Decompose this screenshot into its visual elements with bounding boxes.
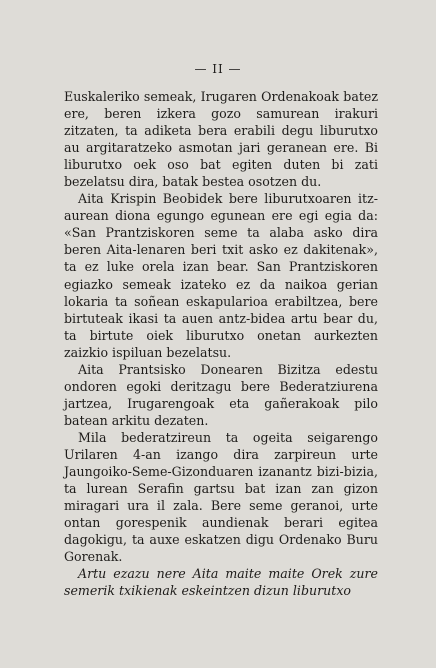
- paragraph-1: Euskaleriko semeak, Irugaren Ordenakoak batez ere, beren izkera gozo samurean irakuri zitzaten, ta adiketa bera erabili degu liburutxo au argitaratzeko asmotan jari geranean ere. Bi liburutxo oek oso bat egiten duten bi zati bezelatsu dira, batak bestea osotzen du.: [64, 89, 378, 190]
- paragraph-5: Artu ezazu nere Aita maite maite Orek zure semerik txikienak eskeintzen dizun liburutxo: [64, 566, 378, 599]
- page-number: — II —: [194, 62, 242, 76]
- paragraph-3: Aita Prantsisko Donearen Bizitza edestu ondoren egoki deritzagu bere Bederatziurena jartzea, Irugarengoak eta gañerakoak pilo batean arkitu dezaten.: [64, 361, 378, 428]
- paragraph-4: Mila bederatzireun ta ogeita seigarengo Urilaren 4-an izango dira zarpireun urte Jaungoiko-Seme-Gizonduaren izanantz bizi-bizia, ta lurean Serafin gartsu bat izan zan gizon miragari ura il zala. Bere seme geranoi, urte ontan gorespenik aundienak berari egitea dagokigu, ta auxe eskatzen digu Ordenako Buru Gorenak.: [64, 429, 378, 565]
- body-text: [64, 88, 378, 599]
- paragraph-2: Aita Krispin Beobidek bere liburutxoaren itz-aurean diona egungo egunean ere egi egia da: «San Prantziskoren seme ta alaba asko dira beren Aita-lenaren beri txit asko ez dakitenak», ta ez luke orela izan bear. San Prantziskoren egiazko semeak izateko ez da naikoa gerian lokaria ta soñean eskapularioa erabiltzea, bere birtuteak ikasi ta auen antz-bidea artu bear du, ta birtute oiek liburutxo onetan aurkezten zaizkio ispiluan bezelatsu.: [64, 191, 378, 360]
